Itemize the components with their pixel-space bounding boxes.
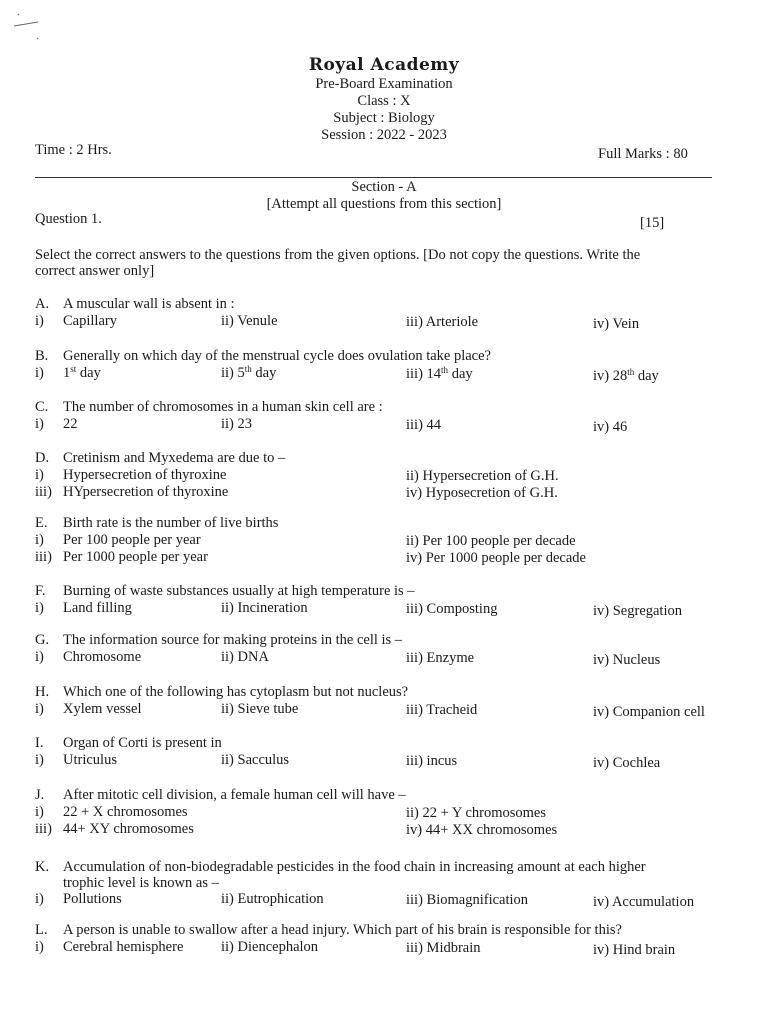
option-superscript: th [244,364,252,374]
question-letter: C. [35,399,49,415]
option-text: 22 + Y chromosomes [422,805,547,821]
option-2 [221,701,298,717]
option-text: Sieve tube [237,701,299,717]
option-3 [406,366,473,382]
option-text: 23 [237,416,253,432]
option-3 [406,314,478,330]
option-superscript: th [441,365,449,375]
session-label: Session : 2022 - 2023 [321,127,447,143]
question-text: A muscular wall is absent in : [63,296,235,312]
option-number: ii) [221,600,238,616]
option-text: 1 [63,365,71,381]
option-text: Vein [612,316,640,332]
time-label: Time : 2 Hrs. [35,142,112,158]
option-text: Hypersecretion of G.H. [422,468,559,484]
question-text: After mitotic cell division, a female human cell will have – [63,787,406,803]
option-text: Cochlea [612,755,661,771]
option-number: iii) [35,484,52,500]
option-3 [406,702,477,718]
option-1 [63,804,188,820]
option-2 [406,533,576,549]
option-number: i) [35,804,44,820]
option-3 [406,601,497,617]
option-2 [221,416,252,432]
option-number: iii) [406,601,427,617]
option-text: incus [426,753,458,769]
option-text: Per 100 people per decade [422,533,576,549]
option-number: i) [35,752,44,768]
option-4 [406,485,558,501]
option-number: i) [35,600,44,616]
question-label: Question 1. [35,211,102,227]
option-number: iii) [406,753,427,769]
option-text: 46 [612,419,628,435]
option-2 [221,891,324,907]
option-number: ii) [221,649,238,665]
option-text: Biomagnification [426,892,529,908]
option-text: Segregation [612,603,682,619]
option-number: i) [35,891,44,907]
option-1 [63,701,142,717]
option-3 [63,484,228,500]
question-text: Which one of the following has cytoplasm but not nucleus? [63,684,409,700]
option-superscript: th [627,367,635,377]
option-number: iv) [593,603,613,619]
option-number: i) [35,939,44,955]
directions-line-2: correct answer only] [35,263,155,279]
section-title: Section - A [351,179,417,195]
section-instruction: [Attempt all questions from this section] [266,196,502,212]
option-text: 44 [426,417,442,433]
option-number: ii) [221,416,238,432]
option-text: Capillary [63,313,117,329]
question-marks: [15] [640,215,665,231]
option-number: iii) [35,821,52,837]
option-4 [593,603,682,619]
option-suffix: day [251,365,277,381]
option-4 [593,704,705,720]
question-letter: J. [35,787,45,803]
question-letter: G. [35,632,50,648]
question-text: Burning of waste substances usually at high temperature is – [63,583,415,599]
question-text: Organ of Corti is present in [63,735,222,751]
option-number: iv) [593,316,613,332]
pen-scribble-mark [12,10,52,42]
option-text: Tracheid [426,702,478,718]
option-text: 14 [426,366,442,382]
option-text: Accumulation [611,894,695,910]
option-number: i) [35,649,44,665]
question-letter: L. [35,922,48,938]
option-number: iii) [406,417,427,433]
school-name: Royal Academy [308,55,460,75]
option-number: ii) [221,313,238,329]
option-number: iv) [406,822,426,838]
option-text: Venule [237,313,278,329]
option-1 [63,365,101,381]
option-text: Hypersecretion of thyroxine [63,467,227,483]
option-superscript: st [70,364,77,374]
header-divider [35,177,712,178]
option-text: Chromosome [63,649,142,665]
option-4 [593,894,694,910]
option-text: 44+ XX chromosomes [425,822,558,838]
option-text: Nucleus [612,652,661,668]
option-2 [221,600,308,616]
option-text: Incineration [237,600,308,616]
question-text: The number of chromosomes in a human skin cell are : [63,399,383,415]
option-1 [63,939,183,955]
option-number: i) [35,467,44,483]
option-number: ii) [406,468,423,484]
option-suffix: day [448,366,473,382]
option-number: iii) [406,366,427,382]
option-text: Xylem vessel [63,701,142,717]
option-text: Eutrophication [237,891,324,907]
option-3 [406,753,457,769]
question-letter: B. [35,348,49,364]
option-4 [593,755,660,771]
option-text: Hind brain [612,942,676,958]
option-text: Per 1000 people per year [63,549,208,565]
option-text: Midbrain [426,940,481,956]
option-1 [63,600,132,616]
option-text: Cerebral hemisphere [63,939,184,955]
option-number: ii) [221,701,238,717]
option-number: iv) [593,419,613,435]
question-text: The information source for making proteins in the cell is – [63,632,403,648]
option-text: Per 100 people per year [63,532,201,548]
option-2 [221,939,318,955]
option-text: Companion cell [612,704,705,720]
question-text: A person is unable to swallow after a head injury. Which part of his brain is responsible for this? [63,922,622,938]
option-text: 22 + X chromosomes [63,804,188,820]
option-number: iv) [593,368,613,384]
option-number: iv) [406,550,426,566]
option-number: ii) [221,891,238,907]
option-text: Sacculus [237,752,290,768]
option-text: Hyposecretion of G.H. [425,485,558,501]
option-number: i) [35,701,44,717]
option-text: Land filling [63,600,132,616]
question-text: Cretinism and Myxedema are due to – [63,450,286,466]
option-4 [593,419,627,435]
option-number: ii) [406,805,423,821]
option-text: DNA [237,649,269,665]
option-3 [63,549,208,565]
option-text: 44+ XY chromosomes [63,821,194,837]
option-4 [593,942,675,958]
directions-line-1: Select the correct answers to the questions from the given options. [Do not copy the questions. Write the [35,247,641,263]
option-number: iii) [406,650,427,666]
class-label: Class : X [357,93,411,109]
option-number: iv) [593,894,612,910]
question-text: Birth rate is the number of live births [63,515,279,531]
option-text: 22 [63,416,78,432]
question-letter: I. [35,735,44,751]
option-number: iv) [406,485,426,501]
option-2 [221,752,289,768]
option-3 [63,821,194,837]
option-number: iii) [406,940,427,956]
option-text: Utriculus [63,752,117,768]
option-4 [593,316,639,332]
question-letter: H. [35,684,50,700]
option-number: i) [35,313,44,329]
option-number: iii) [35,549,52,565]
option-number: iv) [593,704,613,720]
option-number: iv) [593,652,613,668]
question-text-continued: trophic level is known as – [63,875,219,891]
full-marks-label: Full Marks : 80 [598,146,688,162]
option-2 [221,649,269,665]
option-1 [63,752,117,768]
option-1 [63,891,122,907]
option-3 [406,417,441,433]
exam-title: Pre-Board Examination [315,76,453,92]
option-4 [406,550,586,566]
question-text: Generally on which day of the menstrual cycle does ovulation take place? [63,348,491,364]
option-3 [406,892,528,908]
option-number: ii) [221,365,238,381]
question-letter: K. [35,859,50,875]
option-4 [406,822,557,838]
option-4 [593,368,659,384]
option-1 [63,649,141,665]
option-text: Arteriole [425,314,479,330]
option-number: ii) [221,939,238,955]
option-number: iv) [593,942,613,958]
option-text: 5 [237,365,245,381]
option-number: ii) [406,533,423,549]
option-text: Enzyme [426,650,475,666]
option-1 [63,313,117,329]
option-text: Diencephalon [237,939,319,955]
option-text: Composting [426,601,498,617]
option-text: Pollutions [63,891,122,907]
question-letter: E. [35,515,48,531]
option-number: iii) [406,892,427,908]
option-text: HYpersecretion of thyroxine [63,484,229,500]
option-number: iii) [406,702,427,718]
option-1 [63,467,226,483]
question-letter: A. [35,296,50,312]
option-number: iv) [593,755,613,771]
subject-label: Subject : Biology [333,110,435,126]
option-text: 28 [612,368,628,384]
question-letter: D. [35,450,50,466]
option-3 [406,940,481,956]
option-4 [593,652,660,668]
option-number: i) [35,532,44,548]
option-text: Per 1000 people per decade [425,550,586,566]
option-number: iii) [406,314,426,330]
option-number: ii) [221,752,238,768]
option-suffix: day [634,368,659,384]
option-number: i) [35,365,44,381]
question-text: Accumulation of non-biodegradable pesticides in the food chain in increasing amount at each higher [63,859,646,875]
option-2 [406,468,559,484]
question-letter: F. [35,583,46,599]
option-suffix: day [76,365,101,381]
option-2 [221,365,276,381]
option-2 [221,313,278,329]
option-1 [63,532,201,548]
option-1 [63,416,78,432]
option-number: i) [35,416,44,432]
option-3 [406,650,474,666]
option-2 [406,805,546,821]
